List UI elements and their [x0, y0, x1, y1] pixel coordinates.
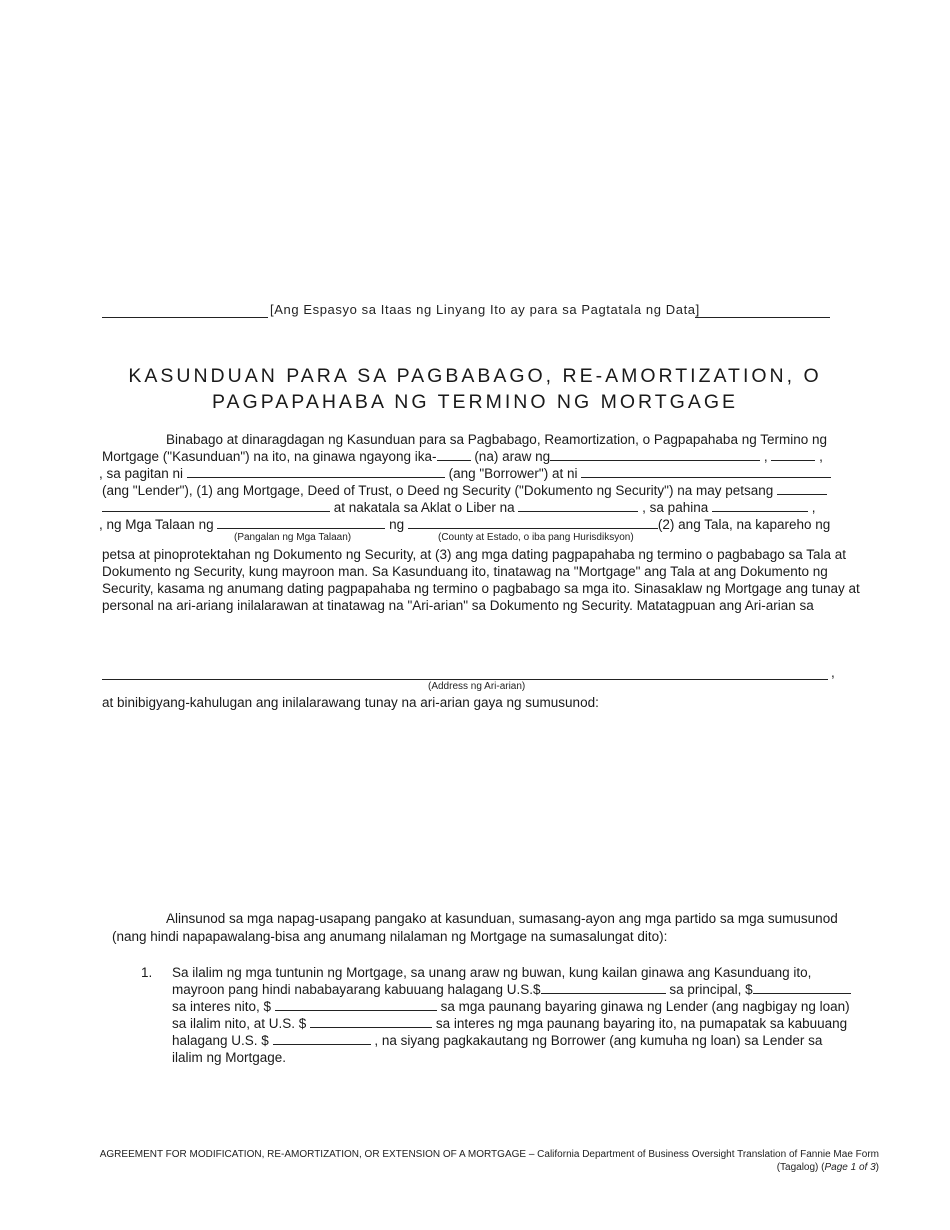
item-text: sa interes ng mga paunang bayaring ito, na pumapatak sa kabuuang [435, 1016, 848, 1031]
item1-line-3 [172, 998, 850, 1015]
intro-line-1: Binabago at dinaragdagan ng Kasunduan para sa Pagbabago, Reamortization, o Pagpapahaba ng Termino ng [166, 432, 828, 447]
footer-page-info [777, 1161, 879, 1174]
intro-text: , ng Mga Talaan ng [99, 517, 214, 532]
header-rule-left [102, 317, 268, 318]
book-liber-field[interactable] [518, 499, 638, 512]
footer-paren: ) [875, 1162, 879, 1173]
agreement-line-1: Alinsunod sa mga napag-usapang pangako at kasunduan, sumasang-ayon ang mga partido sa mga sumusunod [166, 911, 838, 926]
month-field[interactable] [550, 448, 760, 461]
property-description-intro: at binibigyang-kahulugan ang inilalarawang tunay na ari-arian gaya ng sumusunod: [102, 695, 599, 710]
records-name-caption: (Pangalan ng Mga Talaan) [234, 532, 352, 543]
item1-line-1: Sa ilalim ng mga tuntunin ng Mortgage, sa unang araw ng buwan, kung kailan ginawa ang Kasunduang ito, [172, 965, 812, 980]
intro-line-8: Dokumento ng Security, kung mayroon man. Sa Kasunduang ito, tinatawag na "Mortgage" ang Tala at ang Dokumento ng [102, 564, 828, 579]
intro-text: at nakatala sa Aklat o Liber na [333, 500, 515, 515]
intro-text: (ang "Lender"), (1) ang Mortgage, Deed of Trust, o Deed ng Security ("Dokumento ng Security") na may petsang [102, 483, 774, 498]
intro-text: , [819, 449, 823, 464]
intro-line-3 [99, 465, 831, 482]
item1-line-2 [172, 981, 851, 998]
intro-text: , sa pagitan ni [99, 466, 184, 481]
intro-text: (ang "Borrower") at ni [448, 466, 578, 481]
item-text: sa principal, $ [669, 982, 753, 997]
intro-text: ng [389, 517, 405, 532]
address-comma: , [831, 665, 835, 680]
intro-line-6 [99, 516, 830, 533]
county-caption: (County at Estado, o iba pang Hurisdiksyon) [438, 532, 634, 543]
address-caption: (Address ng Ari-arian) [428, 681, 526, 692]
intro-line-4 [102, 482, 827, 499]
borrower-name-field[interactable] [187, 465, 445, 478]
records-name-field[interactable] [217, 516, 385, 529]
item-text: sa mga paunang bayaring ginawa ng Lender (ang nagbigay ng loan) [440, 999, 850, 1014]
intro-line-2 [102, 448, 823, 465]
item-text: mayroon pang hindi nababayarang kabuuang halagang U.S.$ [172, 982, 541, 997]
county-field[interactable] [408, 516, 658, 529]
principal-field[interactable] [753, 981, 851, 994]
intro-text: , [811, 500, 816, 515]
document-title-line1: KASUNDUAN PARA SA PAGBABAGO, RE-AMORTIZATION, O [128, 365, 822, 387]
lender-name-field[interactable] [581, 465, 831, 478]
item1-line-4 [172, 1015, 847, 1032]
item-text: halagang U.S. $ [172, 1033, 269, 1048]
item-text: sa interes nito, $ [172, 999, 272, 1014]
year-field[interactable] [771, 448, 815, 461]
intro-line-5 [102, 499, 816, 516]
item-text: , na siyang pagkakautang ng Borrower (ang kumuha ng loan) sa Lender sa [374, 1033, 823, 1048]
intro-text: (na) araw ng [474, 449, 551, 464]
item-text: sa ilalim nito, at U.S. $ [172, 1016, 307, 1031]
intro-line-9: Security, kasama ng anumang dating pagpapahaba ng termino o pagbabago sa mga ito. Sinasaklaw ng Mortgage ang tunay at [102, 581, 860, 596]
unpaid-total-field[interactable] [541, 981, 666, 994]
intro-line-10: personal na ari-ariang inilalarawan at tinatawag na "Ari-arian" sa Dokumento ng Security. Matatagpuan ang Ari-arian sa [102, 598, 814, 613]
footer-form-title: AGREEMENT FOR MODIFICATION, RE-AMORTIZATION, OR EXTENSION OF A MORTGAGE – California Department of Business Oversight Translation of Fannie Mae Form [99, 1149, 879, 1160]
intro-text: , [763, 449, 768, 464]
intro-text: Mortgage ("Kasunduan") na ito, na ginawa ngayong ika- [102, 449, 437, 464]
page-field[interactable] [712, 499, 808, 512]
recording-data-label: [Ang Espasyo sa Itaas ng Linyang Ito ay para sa Pagtatala ng Data] [270, 302, 700, 317]
property-address-field[interactable] [102, 679, 828, 680]
intro-line-7: petsa at pinoprotektahan ng Dokumento ng Security, at (3) ang mga dating pagpapahaba ng termino o pagbabago sa Tala at [102, 547, 847, 562]
security-date-field[interactable] [777, 482, 827, 495]
item1-line-5 [172, 1032, 822, 1049]
total-amount-field[interactable] [273, 1032, 371, 1045]
interest-field[interactable] [275, 998, 437, 1011]
intro-text: (2) ang Tala, na kapareho ng [657, 517, 831, 532]
advances-field[interactable] [310, 1015, 432, 1028]
item-number: 1. [141, 965, 153, 980]
document-title-line2: PAGPAPAHABA NG TERMINO NG MORTGAGE [211, 391, 739, 413]
page-number: Page 1 of 3 [824, 1162, 876, 1173]
recording-data-band [102, 302, 830, 322]
header-rule-right [695, 317, 830, 318]
item1-line-6: ilalim ng Mortgage. [172, 1050, 287, 1065]
security-date-field-cont[interactable] [102, 499, 330, 512]
agreement-line-2: (nang hindi napapawalang-bisa ang anumang nilalaman ng Mortgage na sumasalungat dito): [112, 929, 668, 944]
intro-text: , sa pahina [642, 500, 709, 515]
day-field[interactable] [437, 448, 471, 461]
footer-language: (Tagalog) ( [776, 1162, 825, 1173]
